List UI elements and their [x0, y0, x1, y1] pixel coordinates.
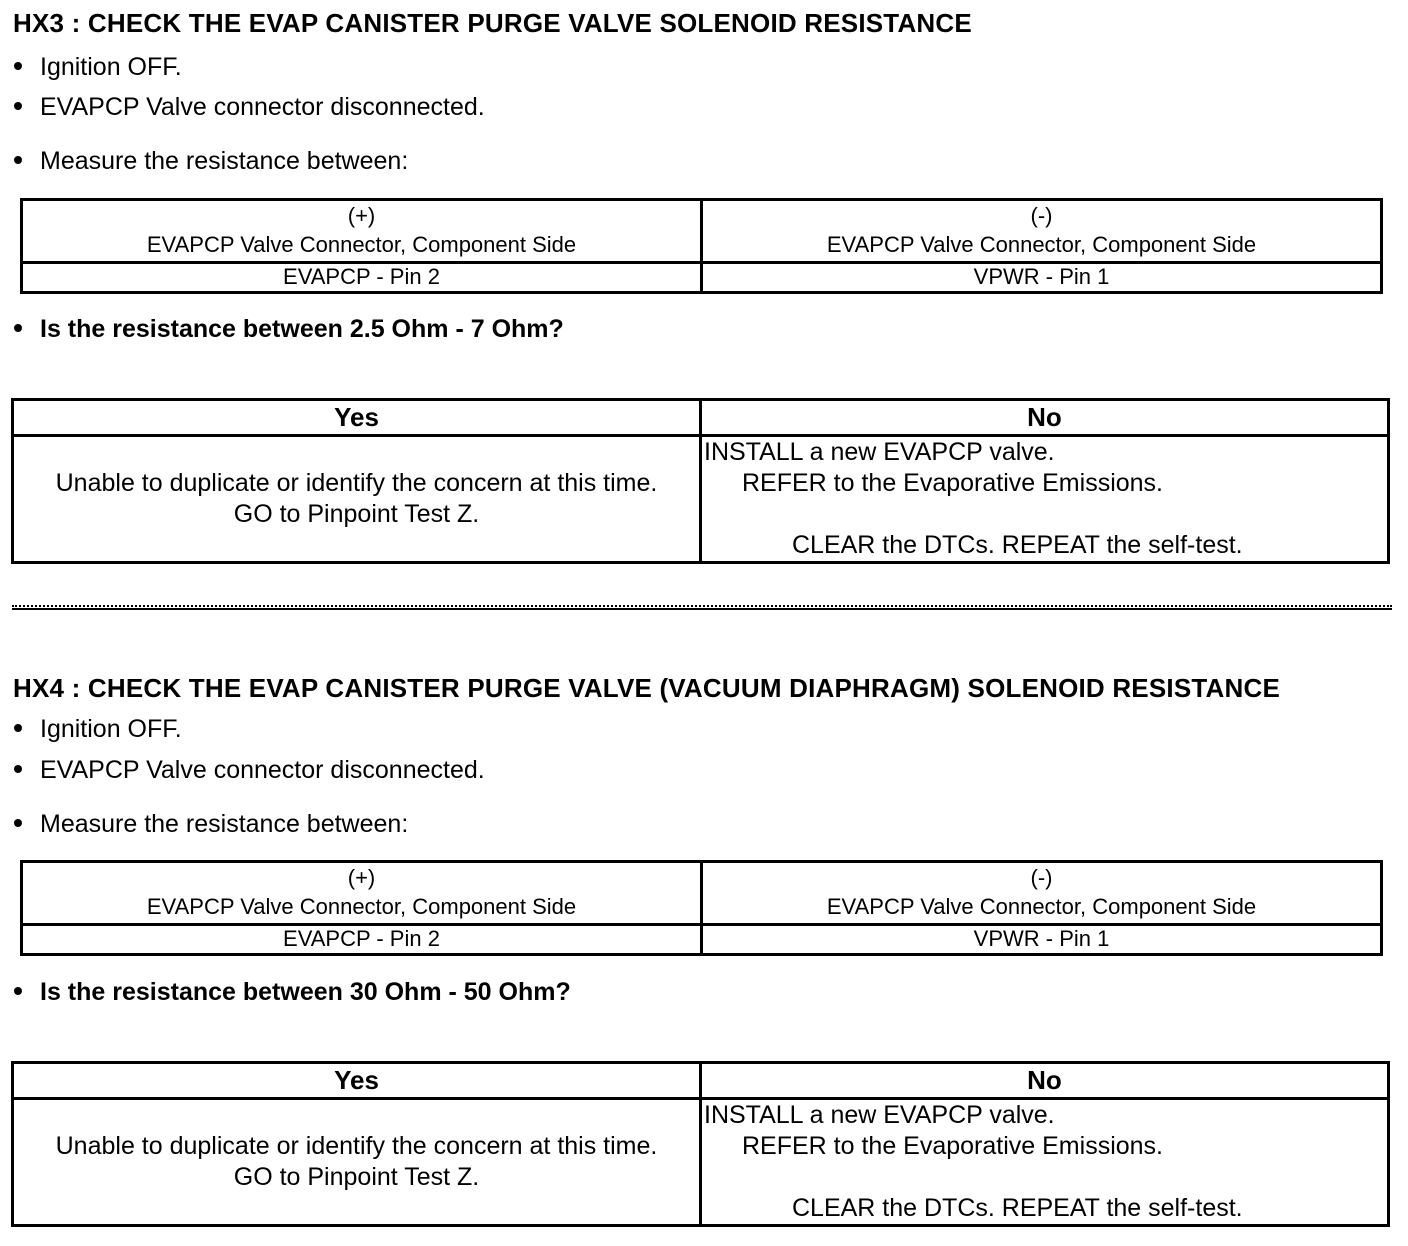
step-text: Ignition OFF.: [40, 715, 182, 743]
bullet-icon: [14, 987, 22, 995]
step-ignition-off: [14, 715, 182, 744]
measurement-table-hx3: [20, 198, 1383, 294]
yes-action-cell: [13, 1099, 701, 1226]
bullet-icon: [14, 765, 22, 773]
minus-pin-cell: VPWR - Pin 1: [702, 263, 1382, 293]
minus-symbol: (-): [1030, 865, 1053, 890]
result-table-hx3: [11, 398, 1390, 564]
no-header: No: [701, 400, 1389, 436]
section-divider: [12, 605, 1392, 610]
minus-terminal-header: [702, 862, 1382, 925]
bullet-icon: [14, 724, 22, 732]
section-title-hx3: HX3 : CHECK THE EVAP CANISTER PURGE VALVE SOLENOID RESISTANCE: [13, 8, 972, 38]
step-text: Measure the resistance between:: [40, 147, 409, 175]
step-text: Measure the resistance between:: [40, 810, 409, 838]
minus-connector-label: EVAPCP Valve Connector, Component Side: [826, 894, 1257, 919]
plus-connector-label: EVAPCP Valve Connector, Component Side: [146, 232, 577, 257]
step-ignition-off: [14, 53, 182, 82]
plus-terminal-header: [22, 200, 702, 263]
plus-pin-cell: EVAPCP - Pin 2: [22, 925, 702, 955]
no-action-cell: [701, 1099, 1389, 1226]
step-text: Ignition OFF.: [40, 53, 182, 81]
resistance-question-hx3: [14, 315, 564, 344]
plus-pin-cell: EVAPCP - Pin 2: [22, 263, 702, 293]
minus-symbol: (-): [1030, 203, 1053, 228]
yes-header: Yes: [13, 400, 701, 436]
yes-action-line: Unable to duplicate or identify the concern at this time.: [55, 469, 658, 497]
minus-pin-cell: VPWR - Pin 1: [702, 925, 1382, 955]
question-text: Is the resistance between 2.5 Ohm - 7 Ohm?: [40, 315, 564, 343]
no-refer-line: REFER to the Evaporative Emissions.: [742, 469, 1163, 497]
yes-goto-line: GO to Pinpoint Test Z.: [233, 1163, 480, 1191]
step-measure-resistance: [14, 147, 408, 176]
measurement-table-hx4: [20, 860, 1383, 956]
bullet-icon: [14, 62, 22, 70]
no-clear-line: CLEAR the DTCs. REPEAT the self-test.: [792, 1194, 1243, 1222]
plus-connector-label: EVAPCP Valve Connector, Component Side: [146, 894, 577, 919]
minus-connector-label: EVAPCP Valve Connector, Component Side: [826, 232, 1257, 257]
bullet-icon: [14, 156, 22, 164]
bullet-icon: [14, 102, 22, 110]
section-title-hx4: HX4 : CHECK THE EVAP CANISTER PURGE VALVE (VACUUM DIAPHRAGM) SOLENOID RESISTANCE: [13, 673, 1280, 703]
step-measure-resistance: [14, 810, 408, 839]
bullet-icon: [14, 819, 22, 827]
step-connector-disconnected: [14, 93, 485, 122]
question-text: Is the resistance between 30 Ohm - 50 Ohm?: [40, 978, 571, 1006]
step-text: EVAPCP Valve connector disconnected.: [40, 756, 485, 784]
yes-goto-line: GO to Pinpoint Test Z.: [233, 500, 480, 528]
no-install-line: INSTALL a new EVAPCP valve.: [704, 438, 1055, 466]
plus-terminal-header: [22, 862, 702, 925]
resistance-question-hx4: [14, 978, 571, 1007]
result-table-hx4: [11, 1061, 1390, 1227]
no-clear-line: CLEAR the DTCs. REPEAT the self-test.: [792, 531, 1243, 559]
plus-symbol: (+): [347, 865, 376, 890]
yes-action-line: Unable to duplicate or identify the concern at this time.: [55, 1132, 658, 1160]
bullet-icon: [14, 324, 22, 332]
yes-header: Yes: [13, 1063, 701, 1099]
plus-symbol: (+): [347, 203, 376, 228]
no-action-cell: [701, 436, 1389, 563]
no-refer-line: REFER to the Evaporative Emissions.: [742, 1132, 1163, 1160]
yes-action-cell: [13, 436, 701, 563]
step-connector-disconnected: [14, 756, 485, 785]
no-header: No: [701, 1063, 1389, 1099]
step-text: EVAPCP Valve connector disconnected.: [40, 93, 485, 121]
minus-terminal-header: [702, 200, 1382, 263]
no-install-line: INSTALL a new EVAPCP valve.: [704, 1101, 1055, 1129]
